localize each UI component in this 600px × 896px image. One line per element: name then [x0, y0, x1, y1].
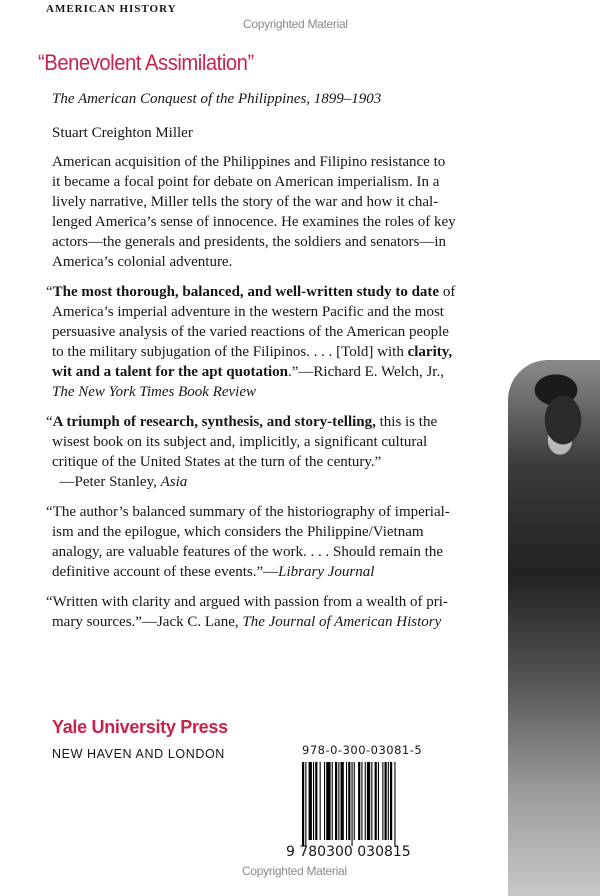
review-quote: [46, 282, 522, 402]
quote-text: America’s imperial adventure in the western Pacific and the most: [52, 304, 444, 320]
description-line: America’s colonial adventure.: [52, 254, 233, 270]
quote-line: [52, 362, 522, 382]
barcode-bar: [309, 762, 312, 840]
book-author: Stuart Creighton Miller: [52, 125, 193, 141]
quote-bold-text: wit and a talent for the apt quotation: [52, 364, 288, 380]
barcode-bar: [332, 762, 333, 840]
quote-line: [46, 592, 522, 612]
watermark-bottom: Copyrighted Material: [242, 864, 347, 878]
description: [52, 152, 522, 272]
quote-line: [52, 452, 522, 472]
quote-text: —Peter Stanley,: [52, 474, 161, 490]
cover-photo-soldier: [508, 360, 600, 896]
barcode-bar: [365, 762, 366, 840]
barcode-bar: [315, 762, 317, 840]
quote-text: wisest book on its subject and, implicitly, a significant cultural: [52, 434, 428, 450]
quote-bold-text: A triumph of research, synthesis, and story-telling,: [52, 414, 376, 430]
quote-line: [46, 502, 522, 522]
quote-text: “Written with clarity and argued with passion from a wealth of pri-: [46, 594, 448, 610]
description-line: lively narrative, Miller tells the story of the war and how it chal-: [52, 194, 439, 210]
review-quote: [46, 502, 522, 582]
quote-source-title: The New York Times Book Review: [52, 384, 257, 400]
quote-line: [52, 382, 522, 402]
barcode-bar: [346, 762, 347, 840]
barcode-bar: [326, 762, 330, 840]
quote-line: [52, 562, 522, 582]
barcode-bar: [378, 762, 379, 840]
barcode-digits: 9 780300 030815: [286, 844, 411, 860]
quote-bold-text: clarity,: [407, 344, 453, 360]
isbn-text: 978-0-300-03081-5: [302, 743, 423, 757]
barcode-bar: [361, 762, 362, 840]
description-line: actors—the generals and presidents, the soldiers and senators—in: [52, 234, 447, 250]
review-quote: [46, 412, 522, 492]
barcode-bar: [375, 762, 377, 840]
barcode-bar: [341, 762, 344, 840]
quote-source-title: Asia: [160, 474, 188, 490]
description-line: it became a focal point for debate on American imperialism. In a: [52, 174, 440, 190]
barcode-bar: [348, 762, 350, 840]
barcode-bar: [371, 762, 372, 840]
quote-text: mary sources.”—Jack C. Lane,: [52, 614, 243, 630]
watermark-top: Copyrighted Material: [243, 17, 348, 31]
publisher-place: NEW HAVEN AND LONDON: [52, 747, 225, 761]
description-line: lenged America’s sense of innocence. He examines the roles of key: [52, 214, 456, 230]
quote-line: [52, 542, 522, 562]
quote-text: critique of the United States at the turn of the century.”: [52, 454, 382, 470]
quote-line: [52, 302, 522, 322]
barcode-bar: [302, 762, 304, 846]
quote-text: “: [46, 414, 53, 430]
barcode-bar: [388, 762, 389, 840]
quote-line: [52, 432, 522, 452]
quote-line: [52, 342, 522, 362]
quote-line: [52, 472, 522, 492]
barcode-bar: [382, 762, 383, 840]
book-subtitle: The American Conquest of the Philippines, 1899–1903: [52, 91, 382, 107]
quote-text: this is the: [375, 414, 438, 430]
quote-line: [52, 522, 522, 542]
quote-text: ism and the epilogue, which considers the Philippine/Vietnam: [52, 524, 424, 540]
quote-line: [52, 612, 522, 632]
quote-source-title: The Journal of American History: [242, 614, 442, 630]
barcode-bar: [390, 762, 392, 840]
quote-text: “: [46, 284, 53, 300]
description-line: American acquisition of the Philippines and Filipino resistance to: [52, 154, 446, 170]
barcode-bar: [385, 762, 387, 840]
publisher-name: Yale University Press: [52, 717, 228, 737]
book-title: “Benevolent Assimilation”: [38, 50, 254, 75]
quote-bold-text: The most thorough, balanced, and well-written study to date: [52, 284, 440, 300]
quote-source-title: Library Journal: [278, 564, 375, 580]
quote-line: [52, 322, 522, 342]
barcode-bar: [394, 762, 395, 846]
barcode-bar: [320, 762, 321, 840]
quote-text: to the military subjugation of the Filipinos. . . . [Told] with: [52, 344, 408, 360]
quote-line: [46, 412, 522, 432]
quote-line: [46, 282, 522, 302]
quote-text: analogy, are valuable features of the work. . . . Should remain the: [52, 544, 443, 560]
barcode-bar: [354, 762, 355, 840]
review-quote: [46, 592, 522, 632]
quote-text: .”—Richard E. Welch, Jr.,: [288, 364, 444, 380]
barcode-bar: [358, 762, 360, 840]
barcode-bar: [367, 762, 370, 840]
barcode-bar: [305, 762, 306, 846]
quote-text: “The author’s balanced summary of the historiography of imperial-: [46, 504, 450, 520]
barcode-bar: [338, 762, 339, 840]
barcode-bar: [352, 762, 353, 846]
quote-text: of: [439, 284, 456, 300]
series-label: AMERICAN HISTORY: [46, 3, 177, 15]
body-text: [46, 152, 522, 642]
barcode-bar: [324, 762, 325, 840]
quote-text: definitive account of these events.”—: [52, 564, 279, 580]
barcode-bar: [313, 762, 314, 840]
barcode-bar: [335, 762, 337, 840]
quote-text: persuasive analysis of the varied reactions of the American people: [52, 324, 449, 340]
